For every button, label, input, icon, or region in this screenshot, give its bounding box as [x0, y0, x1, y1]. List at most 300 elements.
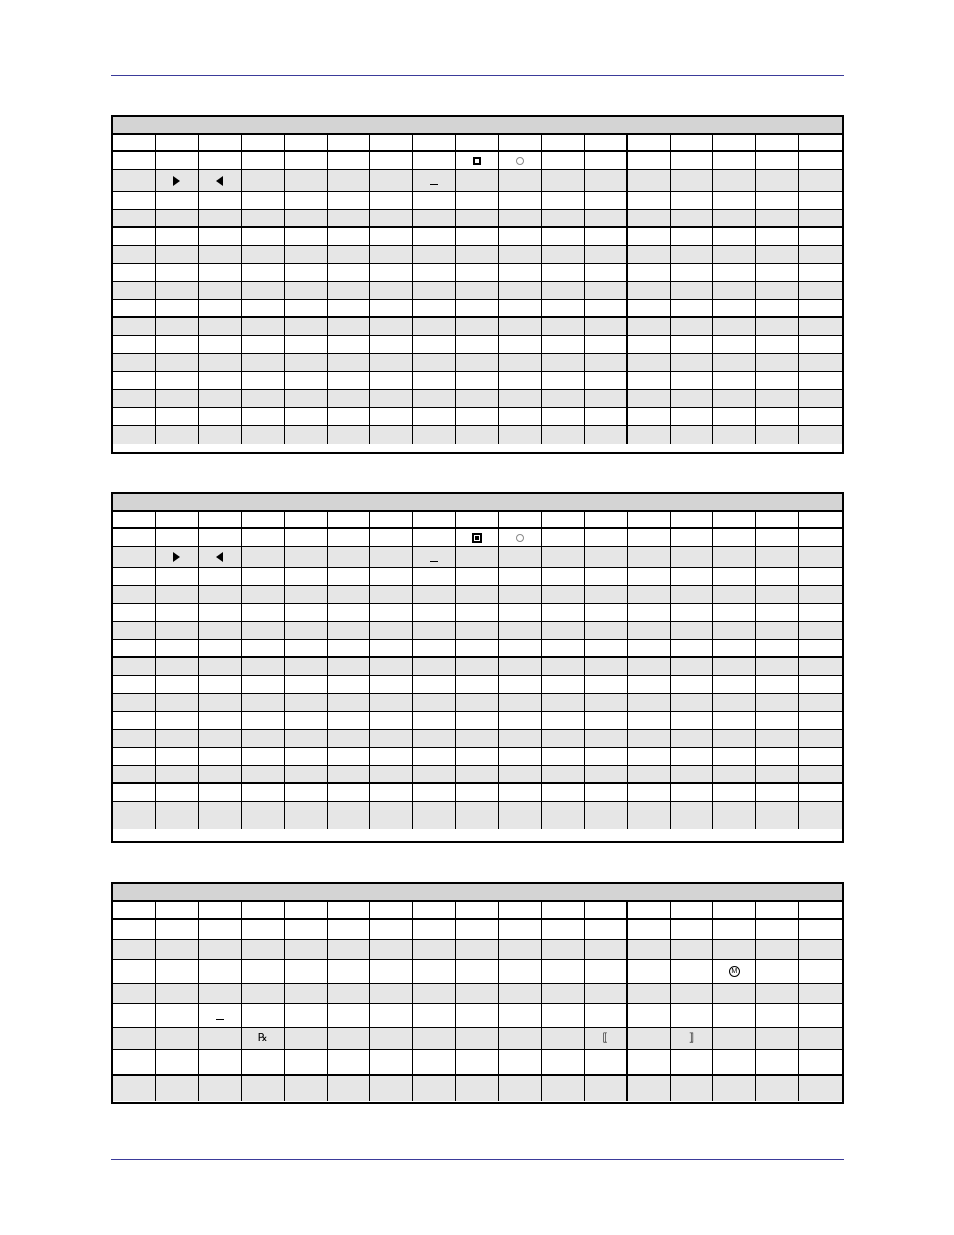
table-cell — [671, 748, 714, 766]
row-header-cell — [113, 264, 156, 282]
table-cell — [156, 192, 199, 210]
table-cell — [285, 426, 328, 444]
table-cell — [328, 1076, 371, 1101]
table-cell — [756, 282, 799, 300]
table-cell — [671, 802, 714, 829]
table-cell — [628, 336, 671, 354]
table-cell — [328, 318, 371, 336]
table-cell — [542, 676, 585, 694]
table-cell — [628, 300, 671, 318]
table-cell — [370, 902, 413, 920]
table-cell — [242, 1028, 285, 1050]
table-cell — [713, 712, 756, 730]
table-cell — [671, 152, 714, 170]
table-cell — [713, 170, 756, 192]
table-cell — [242, 1004, 285, 1028]
table-cell — [328, 802, 371, 829]
table-cell — [756, 1004, 799, 1028]
table-cell — [713, 135, 756, 152]
table-cell — [542, 390, 585, 408]
table-cell — [328, 192, 371, 210]
table-cell — [285, 784, 328, 802]
table-cell — [328, 1050, 371, 1076]
table-cell — [499, 568, 542, 586]
table-cell — [242, 228, 285, 246]
table-cell — [328, 748, 371, 766]
table-cell — [756, 512, 799, 529]
table-cell — [799, 712, 842, 730]
table-cell — [585, 372, 628, 390]
table-cell — [671, 354, 714, 372]
table-cell — [542, 984, 585, 1004]
table-cell — [285, 802, 328, 829]
row-header-cell — [113, 694, 156, 712]
table-cell — [370, 920, 413, 940]
table-cell — [628, 426, 671, 444]
table-cell — [156, 694, 199, 712]
table-cell — [285, 300, 328, 318]
row-header-cell — [113, 940, 156, 960]
table-cell — [413, 1050, 456, 1076]
table-cell — [413, 1004, 456, 1028]
table-cell — [285, 920, 328, 940]
table-cell — [713, 512, 756, 529]
table-cell — [799, 1076, 842, 1101]
table-cell — [585, 192, 628, 210]
table-cell — [542, 640, 585, 658]
table-cell — [542, 336, 585, 354]
table-cell — [628, 622, 671, 640]
table-cell — [499, 426, 542, 444]
table-cell — [628, 529, 671, 547]
table-cell — [499, 676, 542, 694]
table-cell — [585, 282, 628, 300]
table-cell — [156, 802, 199, 829]
table-cell — [542, 210, 585, 228]
table-cell — [542, 1076, 585, 1101]
table-cell — [156, 984, 199, 1004]
table-cell — [328, 622, 371, 640]
row-header-cell — [113, 210, 156, 228]
table-cell — [713, 390, 756, 408]
table-cell — [413, 568, 456, 586]
table-cell — [242, 246, 285, 264]
table-cell — [328, 586, 371, 604]
table-cell — [713, 658, 756, 676]
table-cell — [242, 372, 285, 390]
table-grid — [113, 902, 842, 1101]
table-cell — [285, 1028, 328, 1050]
row-header-cell — [113, 152, 156, 170]
table-cell — [413, 658, 456, 676]
table-cell — [370, 1028, 413, 1050]
table-cell — [199, 960, 242, 984]
table-cell — [713, 1004, 756, 1028]
table-cell — [542, 622, 585, 640]
table-cell — [156, 390, 199, 408]
table-cell — [499, 547, 542, 568]
table-cell — [499, 658, 542, 676]
table-cell — [756, 902, 799, 920]
table-cell — [199, 228, 242, 246]
table-cell — [370, 730, 413, 748]
table-cell — [199, 784, 242, 802]
table-cell — [756, 264, 799, 282]
table-cell — [456, 408, 499, 426]
table-cell — [328, 228, 371, 246]
table-cell — [199, 336, 242, 354]
table-cell — [242, 802, 285, 829]
table-cell — [542, 784, 585, 802]
table-cell — [713, 282, 756, 300]
table-cell — [199, 152, 242, 170]
table-cell — [285, 694, 328, 712]
table-cell — [242, 622, 285, 640]
table-cell — [370, 426, 413, 444]
table-cell — [756, 940, 799, 960]
table-cell — [628, 1076, 671, 1101]
table-cell — [671, 228, 714, 246]
table-cell — [542, 902, 585, 920]
table-cell — [713, 586, 756, 604]
table-cell — [156, 372, 199, 390]
table-cell — [542, 920, 585, 940]
table-cell — [456, 192, 499, 210]
table-cell — [585, 547, 628, 568]
table-cell — [156, 1028, 199, 1050]
table-cell — [756, 802, 799, 829]
table-cell — [756, 408, 799, 426]
table-cell — [199, 282, 242, 300]
table-cell — [756, 676, 799, 694]
row-header-cell — [113, 920, 156, 940]
table-cell — [671, 408, 714, 426]
table-cell — [328, 694, 371, 712]
table-cell — [156, 568, 199, 586]
table-cell — [585, 622, 628, 640]
table-cell — [242, 1050, 285, 1076]
table-cell — [156, 1004, 199, 1028]
table-cell — [199, 940, 242, 960]
table-cell — [585, 586, 628, 604]
table-cell — [156, 586, 199, 604]
table-cell — [542, 192, 585, 210]
table-cell — [242, 784, 285, 802]
table-cell — [756, 318, 799, 336]
prescription-icon: ℞ — [257, 1032, 268, 1044]
table-cell — [370, 529, 413, 547]
table-cell — [671, 282, 714, 300]
table-cell — [156, 640, 199, 658]
table-cell — [370, 940, 413, 960]
table-cell — [199, 135, 242, 152]
triangle-left-icon — [216, 552, 223, 562]
table-cell — [456, 210, 499, 228]
table-cell — [456, 547, 499, 568]
table-cell — [199, 547, 242, 568]
table-cell — [370, 622, 413, 640]
table-cell — [456, 604, 499, 622]
table-cell — [585, 1028, 628, 1050]
table-cell — [285, 192, 328, 210]
table-cell — [628, 318, 671, 336]
table-cell — [756, 547, 799, 568]
table-cell — [499, 282, 542, 300]
table-cell — [756, 960, 799, 984]
table-cell — [542, 694, 585, 712]
table-cell — [328, 246, 371, 264]
table-cell — [542, 568, 585, 586]
character-table-2 — [111, 492, 844, 843]
table-cell — [370, 568, 413, 586]
table-cell — [285, 135, 328, 152]
table-cell — [242, 766, 285, 784]
table-cell — [628, 372, 671, 390]
table-cell — [199, 748, 242, 766]
table-cell — [242, 748, 285, 766]
row-header-cell — [113, 336, 156, 354]
table-cell — [799, 802, 842, 829]
table-cell — [499, 408, 542, 426]
table-cell — [671, 604, 714, 622]
table-cell — [756, 748, 799, 766]
table-cell — [499, 984, 542, 1004]
table-cell — [713, 984, 756, 1004]
table-cell — [713, 730, 756, 748]
table-cell — [156, 264, 199, 282]
table-cell — [242, 264, 285, 282]
table-cell — [199, 802, 242, 829]
table-cell — [756, 135, 799, 152]
table-cell — [671, 390, 714, 408]
table-cell — [328, 766, 371, 784]
table-cell — [499, 372, 542, 390]
table-cell — [328, 210, 371, 228]
table-cell — [671, 192, 714, 210]
table-cell — [328, 512, 371, 529]
table-cell — [242, 547, 285, 568]
table-cell — [285, 1076, 328, 1101]
table-cell — [242, 135, 285, 152]
table-cell — [242, 902, 285, 920]
table-cell — [756, 390, 799, 408]
table-cell — [456, 1028, 499, 1050]
row-header-cell — [113, 984, 156, 1004]
table-cell — [328, 676, 371, 694]
table-cell — [585, 802, 628, 829]
table-cell — [370, 586, 413, 604]
table-cell — [542, 1050, 585, 1076]
table-cell — [199, 300, 242, 318]
table-cell — [799, 784, 842, 802]
triangle-right-icon — [173, 552, 180, 562]
table-cell — [456, 264, 499, 282]
table-cell — [628, 152, 671, 170]
table-cell — [499, 694, 542, 712]
table-cell — [328, 604, 371, 622]
table-cell — [499, 264, 542, 282]
table-cell — [799, 960, 842, 984]
table-cell — [585, 658, 628, 676]
table-cell — [285, 940, 328, 960]
table-cell — [756, 658, 799, 676]
table-cell — [456, 135, 499, 152]
table-cell — [456, 984, 499, 1004]
table-cell — [328, 354, 371, 372]
table-cell — [242, 426, 285, 444]
table-cell — [542, 1004, 585, 1028]
table-cell — [499, 748, 542, 766]
row-header-cell — [113, 170, 156, 192]
table-cell — [628, 640, 671, 658]
table-cell — [713, 676, 756, 694]
table-cell — [671, 547, 714, 568]
table-cell — [799, 282, 842, 300]
table-cell — [799, 920, 842, 940]
table-cell — [413, 694, 456, 712]
table-cell — [628, 604, 671, 622]
row-header-cell — [113, 766, 156, 784]
table-cell — [671, 568, 714, 586]
table-cell — [628, 766, 671, 784]
table-grid — [113, 135, 842, 444]
top-rule — [111, 75, 844, 76]
table-cell — [585, 1050, 628, 1076]
table-cell — [199, 676, 242, 694]
table-cell — [671, 1004, 714, 1028]
table-cell — [542, 426, 585, 444]
row-header-cell — [113, 604, 156, 622]
table-cell — [285, 984, 328, 1004]
table-cell — [199, 426, 242, 444]
table-cell — [370, 210, 413, 228]
table-cell — [413, 318, 456, 336]
table-cell — [285, 902, 328, 920]
table-cell — [756, 784, 799, 802]
table-cell — [671, 264, 714, 282]
table-cell — [628, 282, 671, 300]
table-title-bar — [113, 494, 842, 512]
row-header-cell — [113, 1050, 156, 1076]
table-cell — [199, 264, 242, 282]
table-cell — [499, 354, 542, 372]
table-cell — [413, 135, 456, 152]
table-cell — [370, 228, 413, 246]
table-cell — [413, 372, 456, 390]
table-cell — [499, 170, 542, 192]
table-cell — [328, 372, 371, 390]
table-cell — [799, 408, 842, 426]
table-cell — [328, 547, 371, 568]
table-cell — [799, 210, 842, 228]
table-cell — [628, 210, 671, 228]
table-cell — [285, 568, 328, 586]
table-cell — [585, 408, 628, 426]
table-cell — [242, 586, 285, 604]
table-cell — [413, 246, 456, 264]
table-cell — [671, 246, 714, 264]
table-cell — [413, 192, 456, 210]
table-cell — [499, 512, 542, 529]
table-cell — [370, 372, 413, 390]
table-cell — [585, 1004, 628, 1028]
table-cell — [799, 390, 842, 408]
table-cell — [628, 902, 671, 920]
table-cell — [671, 1050, 714, 1076]
table-cell — [370, 300, 413, 318]
row-header-cell — [113, 1004, 156, 1028]
table-cell — [242, 960, 285, 984]
table-cell — [328, 730, 371, 748]
table-cell — [799, 748, 842, 766]
table-cell — [242, 568, 285, 586]
table-cell — [456, 372, 499, 390]
table-cell — [628, 694, 671, 712]
table-cell — [499, 902, 542, 920]
table-cell — [628, 1028, 671, 1050]
table-cell — [628, 228, 671, 246]
table-cell — [499, 192, 542, 210]
table-cell — [413, 529, 456, 547]
table-cell — [713, 547, 756, 568]
table-cell — [756, 210, 799, 228]
row-header-cell — [113, 426, 156, 444]
table-cell — [156, 712, 199, 730]
table-cell — [328, 960, 371, 984]
table-cell — [628, 192, 671, 210]
table-cell — [585, 712, 628, 730]
table-cell — [285, 264, 328, 282]
table-cell — [199, 1028, 242, 1050]
table-cell — [585, 920, 628, 940]
table-cell — [370, 246, 413, 264]
table-cell — [370, 802, 413, 829]
table-cell — [456, 529, 499, 547]
table-cell — [370, 604, 413, 622]
table-cell — [542, 1028, 585, 1050]
table-cell — [671, 318, 714, 336]
table-cell — [628, 170, 671, 192]
table-cell — [713, 408, 756, 426]
table-cell — [456, 694, 499, 712]
table-cell — [585, 135, 628, 152]
table-cell — [413, 766, 456, 784]
table-cell — [242, 282, 285, 300]
table-cell — [628, 264, 671, 282]
table-cell — [756, 170, 799, 192]
table-cell — [328, 282, 371, 300]
table-cell — [499, 1004, 542, 1028]
table-cell — [370, 640, 413, 658]
table-cell — [413, 940, 456, 960]
table-cell — [585, 354, 628, 372]
triangle-right-icon — [173, 176, 180, 186]
table-cell — [413, 300, 456, 318]
table-cell — [370, 1076, 413, 1101]
table-cell — [713, 694, 756, 712]
table-cell — [799, 586, 842, 604]
row-header-cell — [113, 622, 156, 640]
table-cell — [499, 802, 542, 829]
table-cell — [242, 940, 285, 960]
table-cell — [370, 282, 413, 300]
table-cell — [671, 658, 714, 676]
table-cell — [242, 408, 285, 426]
table-cell — [499, 766, 542, 784]
table-cell — [370, 712, 413, 730]
right-double-bracket-icon: ⟧ — [688, 1032, 695, 1044]
table-cell — [328, 920, 371, 940]
